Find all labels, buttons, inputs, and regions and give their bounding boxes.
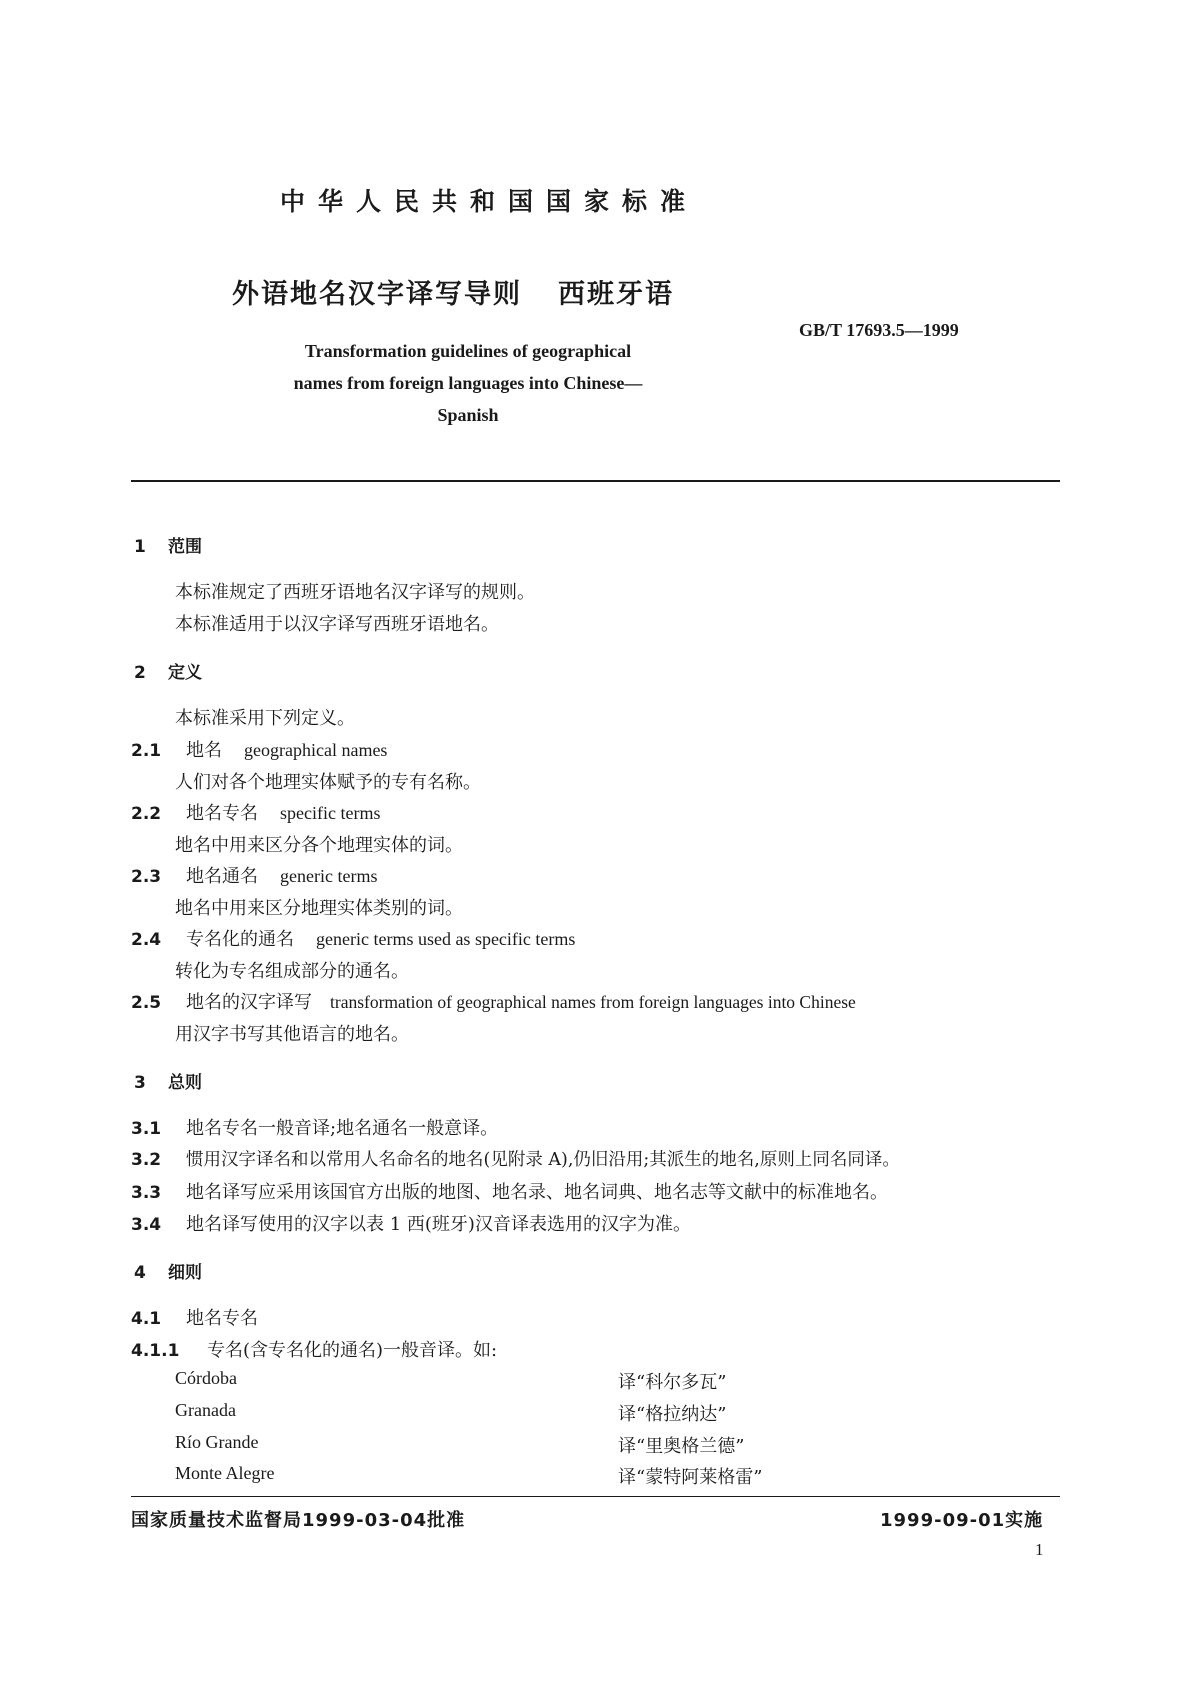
section-number: 2 xyxy=(134,663,146,683)
section-title: 总则 xyxy=(168,1073,202,1093)
subsection-heading xyxy=(131,1304,258,1330)
term-cn: 专名化的通名 xyxy=(186,929,294,950)
national-standard-header: 中华人民共和国国家标准 xyxy=(280,187,699,216)
section-title: 定义 xyxy=(168,663,202,683)
clause-number: 3.3 xyxy=(131,1183,162,1203)
clause-number: 2.4 xyxy=(131,930,162,950)
paragraph: 本标准规定了西班牙语地名汉字译写的规则。 xyxy=(175,582,535,603)
paragraph: 本标准采用下列定义。 xyxy=(175,708,355,729)
example-name: Monte Alegre xyxy=(175,1463,275,1483)
term-en: generic terms xyxy=(280,866,378,886)
term-en: specific terms xyxy=(280,803,381,823)
definition-term-row xyxy=(131,988,856,1014)
section-heading-1 xyxy=(134,532,202,557)
section-heading-3 xyxy=(134,1068,202,1093)
footer-divider xyxy=(131,1496,1060,1497)
example-name: Córdoba xyxy=(175,1368,237,1388)
clause-number: 4.1 xyxy=(131,1309,162,1329)
term-cn: 地名 xyxy=(186,740,222,761)
title-cn-part1: 外语地名汉字译写导则 xyxy=(232,279,522,310)
section-number: 3 xyxy=(134,1073,146,1093)
term-cn: 地名的汉字译写 xyxy=(186,992,312,1013)
example-translation: 译“格拉纳达” xyxy=(618,1404,727,1425)
section-title: 细则 xyxy=(168,1263,202,1283)
example-translation: 译“科尔多瓦” xyxy=(618,1372,727,1393)
section-number: 1 xyxy=(134,537,146,557)
document-title-cn xyxy=(232,272,674,311)
term-en: generic terms used as specific terms xyxy=(316,929,576,949)
title-cn-part2: 西班牙语 xyxy=(558,279,674,310)
clause-row xyxy=(131,1336,497,1362)
term-cn: 地名专名 xyxy=(186,803,258,824)
section-title: 范围 xyxy=(168,537,202,557)
clause-number: 2.2 xyxy=(131,804,162,824)
example-name: Río Grande xyxy=(175,1432,259,1452)
clause-row xyxy=(131,1210,691,1236)
section-heading-4 xyxy=(134,1258,202,1283)
clause-text: 专名(含专名化的通名)一般音译。如: xyxy=(207,1340,498,1361)
definition-text: 地名中用来区分地理实体类别的词。 xyxy=(175,898,463,919)
document-title-en xyxy=(268,335,668,431)
title-en-line: Spanish xyxy=(437,405,499,425)
definition-text: 人们对各个地理实体赋予的专有名称。 xyxy=(175,772,481,793)
clause-number: 3.1 xyxy=(131,1119,162,1139)
definition-term-row xyxy=(131,862,377,888)
definition-text: 用汉字书写其他语言的地名。 xyxy=(175,1024,409,1045)
subsection-title: 地名专名 xyxy=(186,1308,258,1329)
effective-date: 1999-09-01实施 xyxy=(880,1510,1044,1531)
definition-text: 地名中用来区分各个地理实体的词。 xyxy=(175,835,463,856)
clause-text: 地名译写使用的汉字以表 1 西(班牙)汉音译表选用的汉字为准。 xyxy=(186,1214,691,1235)
term-en: geographical names xyxy=(244,740,388,760)
clause-row xyxy=(131,1114,498,1140)
approval-note: 国家质量技术监督局1999-03-04批准 xyxy=(131,1510,466,1531)
title-en-line: Transformation guidelines of geographical xyxy=(304,341,632,361)
term-cn: 地名通名 xyxy=(186,866,258,887)
example-translation: 译“里奥格兰德” xyxy=(618,1436,745,1457)
clause-number: 2.3 xyxy=(131,867,162,887)
section-heading-2 xyxy=(134,658,202,683)
clause-text: 惯用汉字译名和以常用人名命名的地名(见附录 A),仍旧沿用;其派生的地名,原则上同名同译。 xyxy=(186,1150,900,1170)
standard-code: GB/T 17693.5—1999 xyxy=(799,320,959,340)
definition-term-row xyxy=(131,925,575,951)
clause-row xyxy=(131,1146,900,1171)
header-divider xyxy=(131,480,1060,482)
clause-number: 3.4 xyxy=(131,1215,162,1235)
definition-text: 转化为专名组成部分的通名。 xyxy=(175,961,409,982)
clause-row xyxy=(131,1178,888,1204)
page-number: 1 xyxy=(1035,1540,1044,1559)
definition-term-row xyxy=(131,799,380,825)
title-en-line: names from foreign languages into Chinese— xyxy=(293,373,643,393)
section-number: 4 xyxy=(134,1263,146,1283)
clause-number: 3.2 xyxy=(131,1150,162,1170)
paragraph: 本标准适用于以汉字译写西班牙语地名。 xyxy=(175,614,499,635)
clause-number: 4.1.1 xyxy=(131,1341,180,1361)
term-en: transformation of geographical names from foreign languages into Chinese xyxy=(330,992,856,1012)
definition-term-row xyxy=(131,736,387,762)
clause-number: 2.5 xyxy=(131,993,162,1013)
clause-number: 2.1 xyxy=(131,741,162,761)
example-name: Granada xyxy=(175,1400,236,1420)
example-translation: 译“蒙特阿莱格雷” xyxy=(618,1467,763,1488)
clause-text: 地名译写应采用该国官方出版的地图、地名录、地名词典、地名志等文献中的标准地名。 xyxy=(186,1182,888,1203)
clause-text: 地名专名一般音译;地名通名一般意译。 xyxy=(186,1118,499,1139)
